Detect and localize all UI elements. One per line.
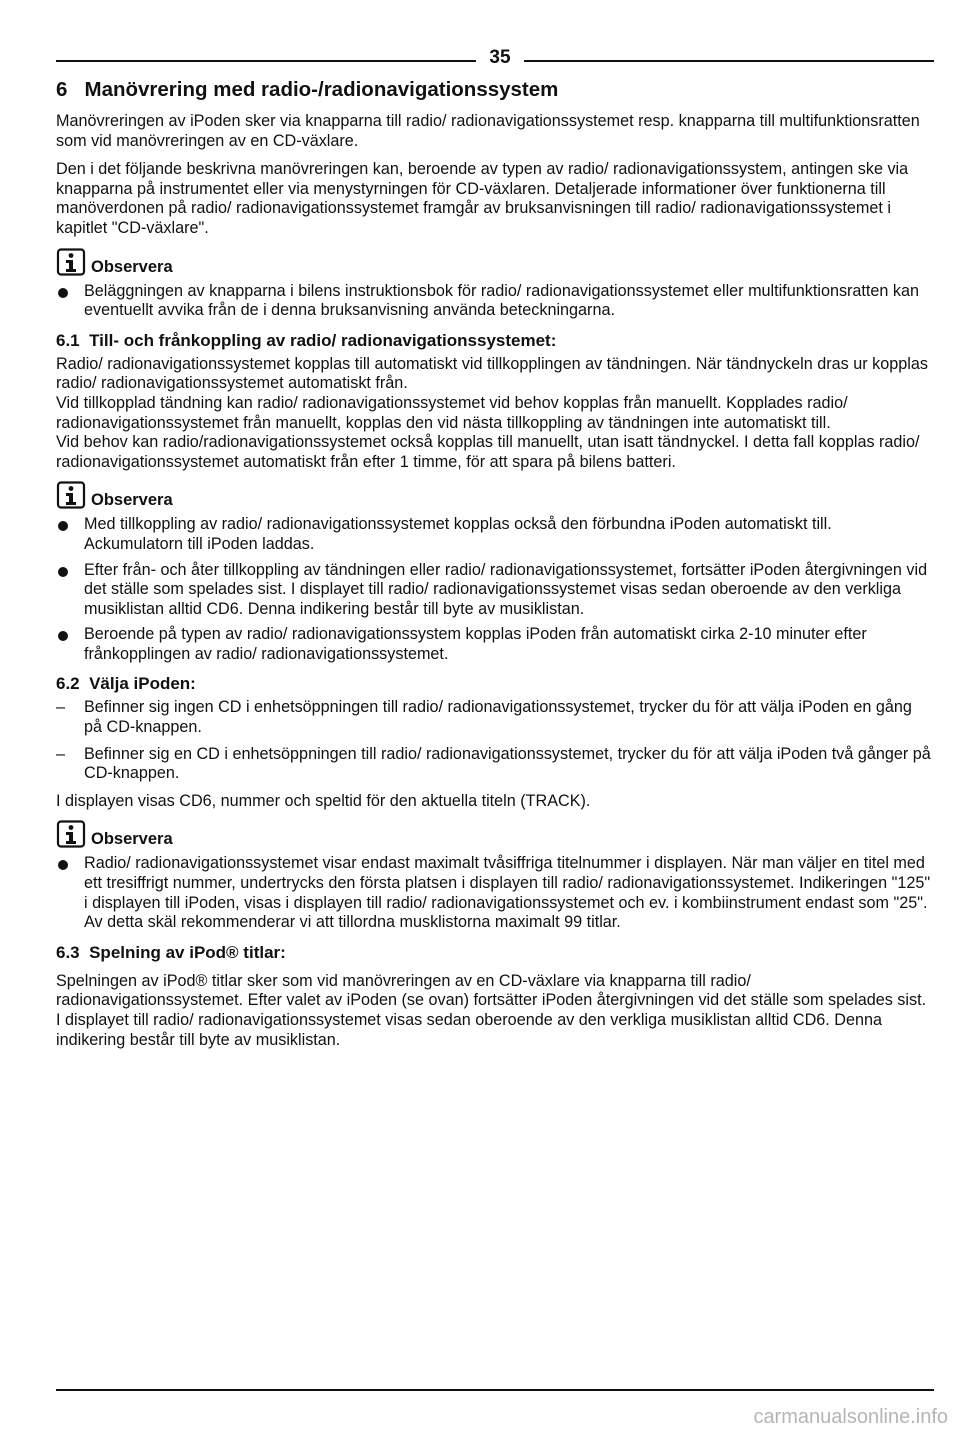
note-title: Observera bbox=[91, 257, 173, 276]
section-number: 6 bbox=[56, 78, 68, 101]
list-item-text: Befinner sig ingen CD i enhetsöppningen till radio/ radionavigationssystemet, trycker du för att välja iPoden en gång på CD-knappen. bbox=[84, 698, 912, 737]
section-title: Till- och frånkoppling av radio/ radionavigationssystemet: bbox=[89, 330, 557, 350]
section-6-1-heading bbox=[56, 331, 934, 351]
paragraph: Manövreringen av iPoden sker via knapparna till radio/ radionavigationssystemet resp. knapparna till multifunktionsratten som vid manövreringen av en CD-växlare. bbox=[56, 112, 920, 150]
page-header bbox=[56, 44, 934, 78]
footer-rule bbox=[56, 1389, 934, 1391]
dash-list bbox=[56, 698, 934, 783]
list-item-text: Efter från- och åter tillkoppling av tändningen eller radio/ radionavigationssystemet, fortsätter iPoden återgivningen vid det ställe som spelades sist. I displayet till radio/ radionavigationssystemet visas sedan oberoende av den verkliga musiklistan alltid CD6. Denna indikering består till byte av musiklistan. bbox=[84, 560, 928, 618]
dash-icon: – bbox=[56, 698, 66, 717]
list-item-text: Beläggningen av knapparna i bilens instruktionsbok för radio/ radionavigationssystemet eller multifunktionsratten kan eventuellt avvika från de i denna bruksanvisning använda beteckningarna. bbox=[84, 281, 920, 320]
manual-page bbox=[56, 44, 934, 1059]
watermark: carmanualsonline.info bbox=[753, 1406, 948, 1428]
list-item bbox=[56, 625, 934, 664]
section-title: Spelning av iPod® titlar: bbox=[89, 942, 286, 962]
bullet-icon bbox=[58, 567, 68, 577]
paragraph: Radio/ radionavigationssystemet kopplas till automatiskt vid tillkopplingen av tändningen. När tändnyckeln dras ur kopplas radio/ radionavigationssystemet automatiskt från. bbox=[56, 354, 928, 393]
list-item bbox=[56, 515, 934, 554]
paragraph: Vid behov kan radio/radionavigationssystemet också kopplas till manuellt, utan isatt tändnyckel. I detta fall kopplas radio/ radionavigationssystemet automatiskt från efter 1 timme, för att spara på bilens batteri. bbox=[56, 433, 920, 471]
note-header bbox=[56, 248, 934, 276]
bullet-icon bbox=[58, 521, 68, 531]
list-item bbox=[56, 561, 934, 620]
dash-icon: – bbox=[56, 744, 66, 763]
section-number: 6.3 bbox=[56, 942, 80, 962]
page-number: 35 bbox=[489, 47, 511, 68]
note-header bbox=[56, 820, 934, 848]
note-list bbox=[56, 854, 934, 932]
list-item bbox=[56, 698, 934, 737]
bullet-icon bbox=[58, 288, 68, 298]
list-item-text: Beroende på typen av radio/ radionavigationssystem kopplas iPoden från automatiskt cirka 2-10 minuter efter frånkopplingen av radio/ radionavigationssystemet. bbox=[84, 625, 867, 663]
note-header bbox=[56, 481, 934, 509]
list-item bbox=[56, 854, 934, 932]
section-6-heading bbox=[56, 78, 934, 102]
list-item-text: Radio/ radionavigationssystemet visar endast maximalt tvåsiffriga titelnummer i displayen. När man väljer en titel med ett tresiffrigt nummer, undertrycks den första platsen i displayen till radio/ radionavigationssystemet. Indikeringen "125" i displayen till iPoden, visas i displayen till radio/ radionavigationssystemet och ev. i kombiinstrument endast som "25". Av detta skäl rekommenderar vi att tillordna musklistorna maximalt 99 titlar. bbox=[84, 854, 931, 932]
note-list bbox=[56, 515, 934, 664]
list-item bbox=[56, 745, 934, 784]
bullet-icon bbox=[58, 860, 68, 870]
list-item bbox=[56, 282, 934, 321]
note-title: Observera bbox=[91, 491, 173, 510]
bullet-icon bbox=[58, 631, 68, 641]
section-number: 6.2 bbox=[56, 674, 80, 694]
info-icon bbox=[56, 248, 86, 276]
section-title: Välja iPoden: bbox=[89, 674, 196, 694]
section-6-2-heading bbox=[56, 674, 934, 694]
paragraph: Spelningen av iPod® titlar sker som vid manövreringen av en CD-växlare via knapparna till radio/ radionavigationssystemet. Efter valet av iPoden (se ovan) fortsätter iPoden återgivningen vid det ställe som spelades sist. I displayet till radio/ radionavigationssystemet visas sedan oberoende av den verkliga musiklistan alltid CD6. Denna indikering består till byte av musiklistan. bbox=[56, 971, 927, 1049]
list-item-text: Befinner sig en CD i enhetsöppningen till radio/ radionavigationssystemet, trycker du för att välja iPoden två gånger på CD-knappen. bbox=[84, 744, 931, 783]
info-icon bbox=[56, 820, 86, 848]
paragraph: Vid tillkopplad tändning kan radio/ radionavigationssystemet vid behov kopplas från manuellt. Kopplades radio/ radionavigationssystemet från manuellt, kopplas den vid nästa tillkoppling av tändningen inte automatiskt till. bbox=[56, 393, 848, 432]
section-title: Manövrering med radio-/radionavigationssystem bbox=[84, 78, 559, 101]
section-number: 6.1 bbox=[56, 330, 80, 350]
header-rule-right bbox=[524, 60, 934, 62]
note-title: Observera bbox=[91, 830, 173, 849]
paragraph: I displayen visas CD6, nummer och speltid för den aktuella titeln (TRACK). bbox=[56, 791, 591, 810]
info-icon bbox=[56, 481, 86, 509]
paragraph: Den i det följande beskrivna manövreringen kan, beroende av typen av radio/ radionavigationssystem, antingen ske via knapparna på instrumentet eller via menystyrningen för CD-växlaren. Detaljerade informationer över funktionerna till manöverdonen på radio/ radionavigationssystemet framgår av bruksanvisningen till radio/ radionavigationssystemet i kapitlet "CD-växlare". bbox=[56, 160, 909, 237]
section-6-3-heading bbox=[56, 943, 934, 963]
list-item-text: Med tillkoppling av radio/ radionavigationssystemet kopplas också den förbundna iPoden automatiskt till. Ackumulatorn till iPoden laddas. bbox=[84, 515, 832, 553]
note-list bbox=[56, 282, 934, 321]
header-rule-left bbox=[56, 60, 476, 62]
